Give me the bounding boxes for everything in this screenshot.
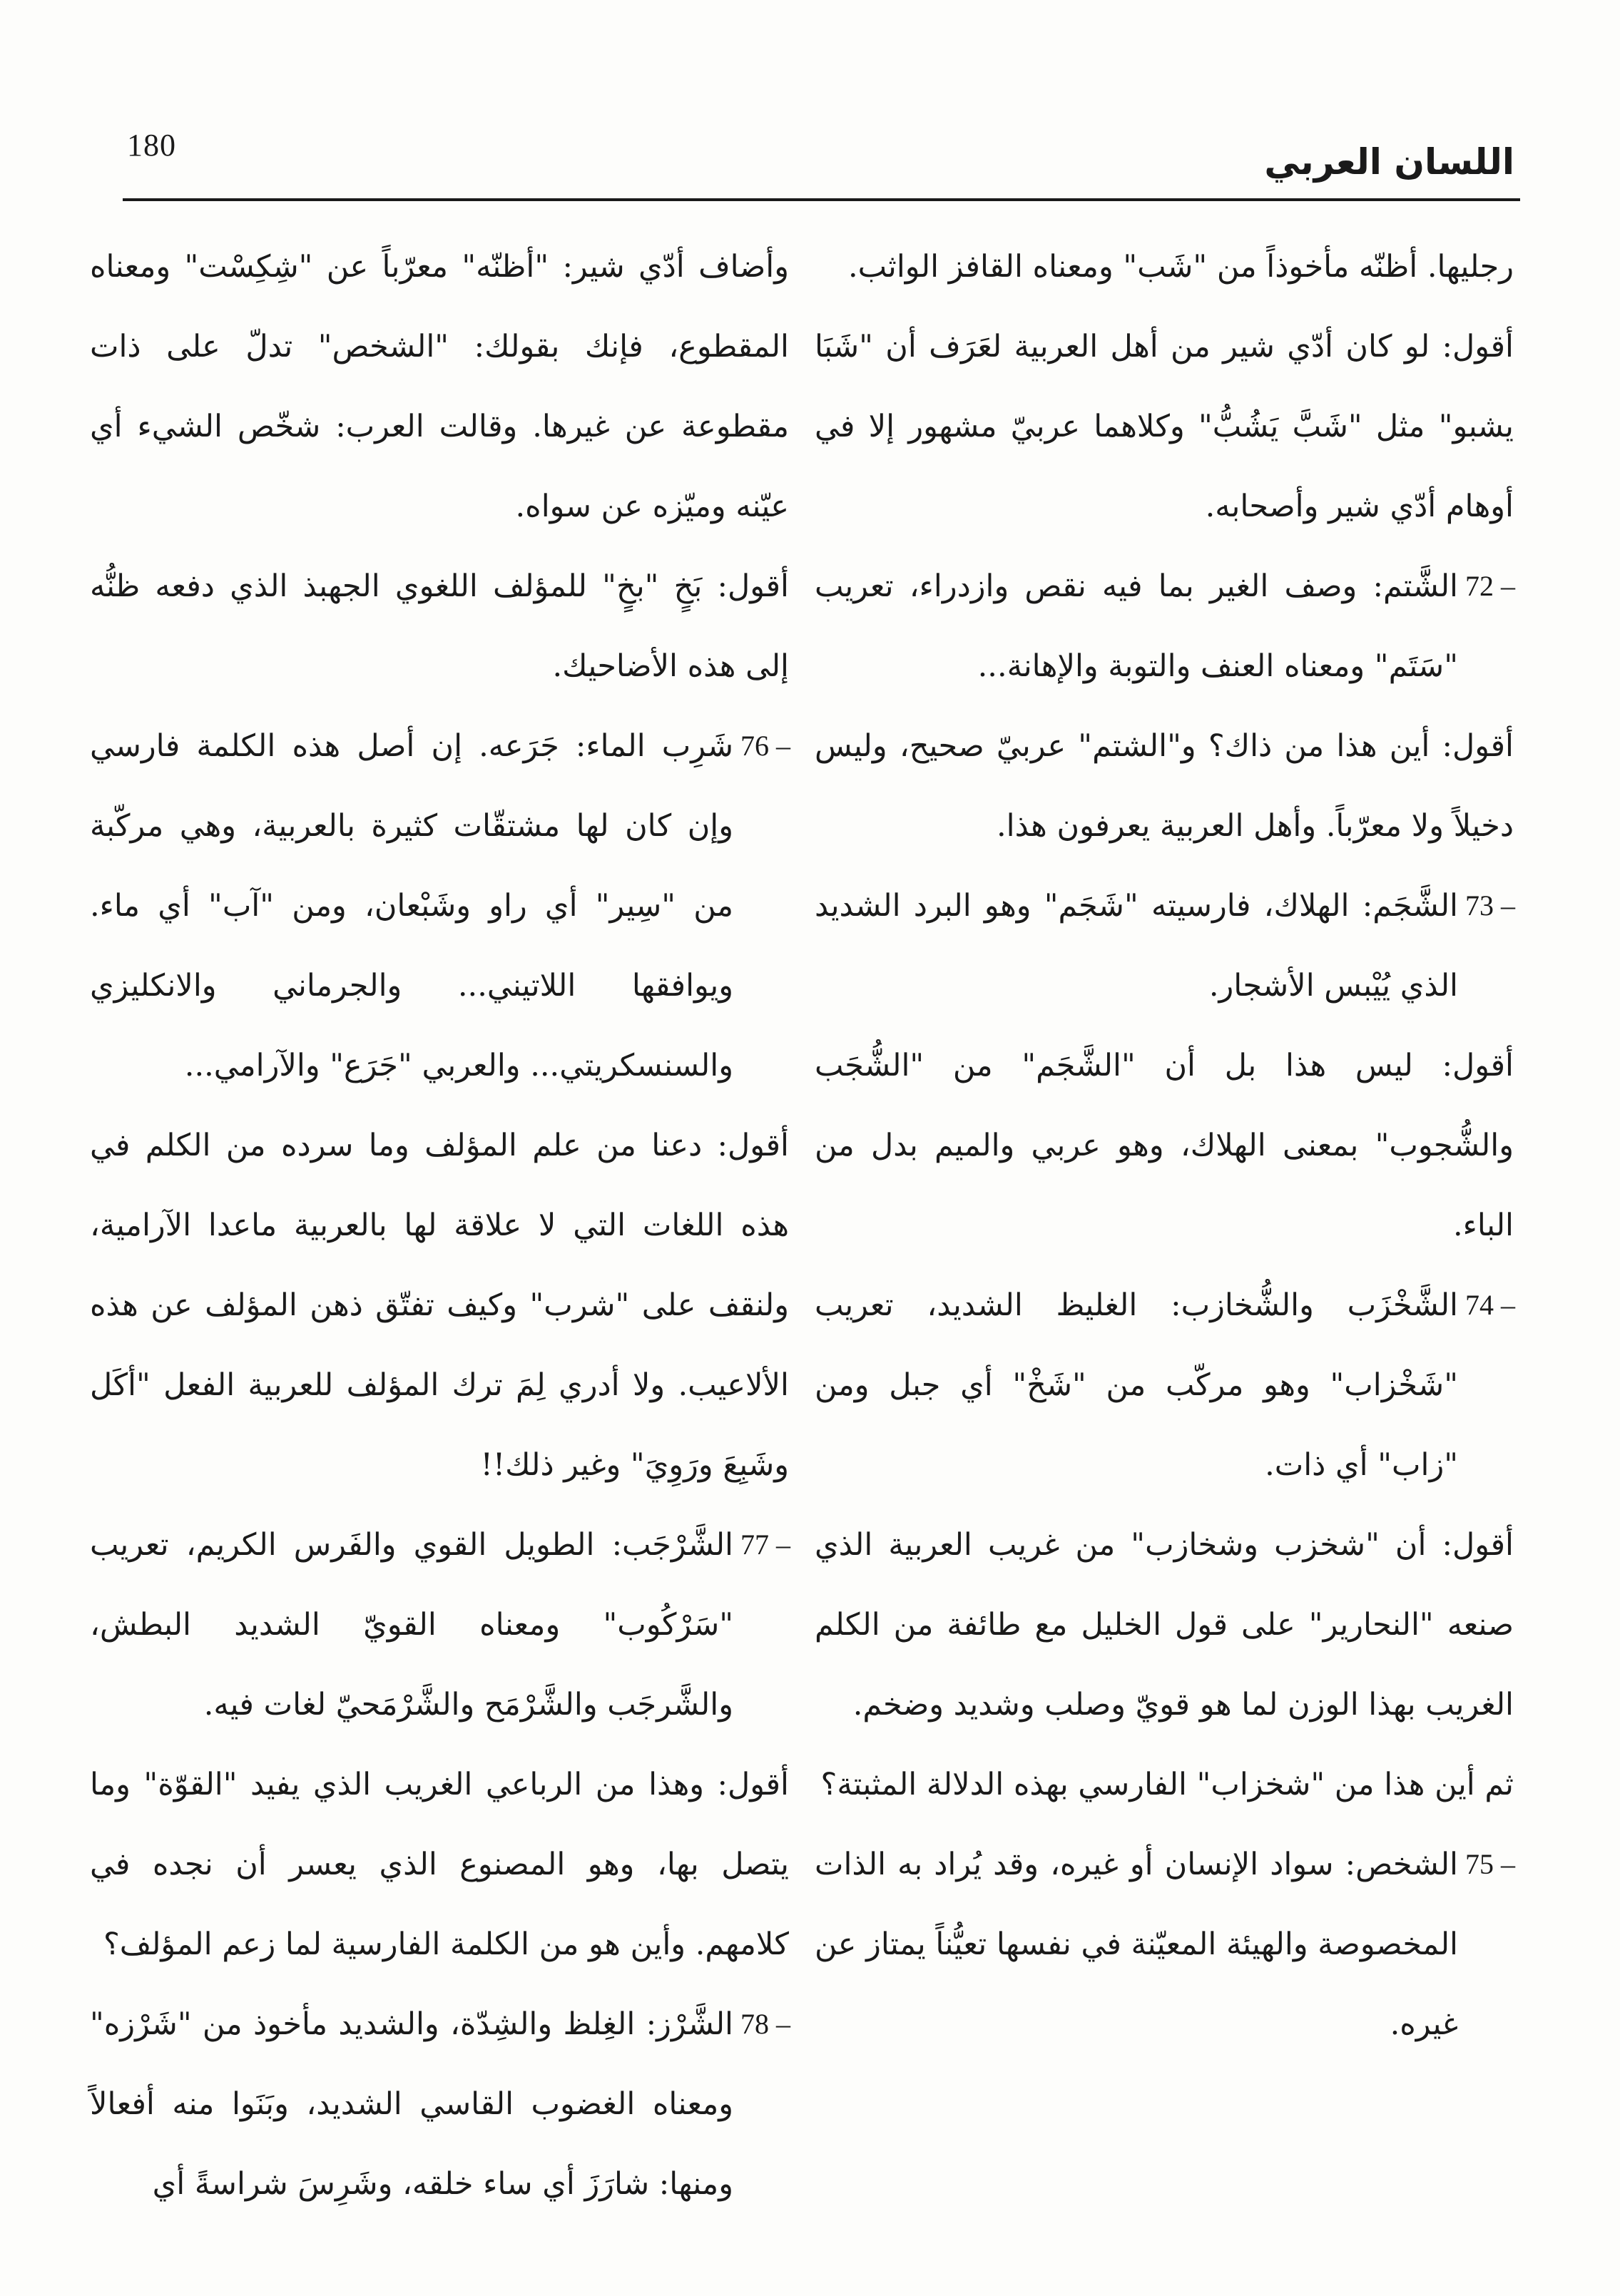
numbered-entry — [815, 866, 1514, 1026]
paragraph-text: أقول: دعنا من علم المؤلف وما سرده من الكلم في هذه اللغات التي لا علاقة لها بالعربية ماعدا الآرامية، ولنقف على "شرب" وكيف تفتّق ذهن المؤلف عن هذه الألاعيب. ولا أدري لِمَ ترك المؤلف للعربية الفعل "أكَل وشَبِعَ ورَوِيَ" وغير ذلك!! — [90, 1128, 789, 1483]
entry-number: 74 – — [1465, 1289, 1515, 1321]
paragraph — [90, 227, 789, 546]
paragraph-text: الشَّخْزَب والشُّخازب: الغليظ الشديد، تعريب "شَخْزاب" وهو مركّب من "شَخْ" أي جبل ومن "زاب" أي ذات. — [815, 1287, 1458, 1483]
entry-number: 75 – — [1465, 1848, 1515, 1880]
paragraph-text: الشَّرْجَب: الطويل القوي والفَرس الكريم، تعريب "سَرْكُوب" ومعناه القويّ الشديد البطش، والشَّرجَب والشَّرْمَح والشَّرْمَحيّ لغات فيه. — [90, 1527, 733, 1723]
paragraph-text: أقول: أن "شخزب وشخازب" من غريب العربية الذي صنعه "النحارير" على قول الخليل مع طائفة من الكلم الغريب بهذا الوزن لما هو قويّ وصلب وشديد وضخم. — [815, 1527, 1514, 1723]
entry-number: 77 – — [740, 1529, 790, 1561]
paragraph-text: رجليها. أظنّه مأخوذاً من "شَب" ومعناه القافز الواثب. — [847, 249, 1514, 285]
numbered-entry — [90, 1505, 789, 1745]
paragraph-text: أقول: وهذا من الرباعي الغريب الذي يفيد "القوّة" وما يتصل بها، وهو المصنوع الذي يعسر أن نجده في كلامهم. وأين هو من الكلمة الفارسية لما زعم المؤلف؟ — [90, 1767, 789, 1962]
left-text-column — [90, 227, 789, 2267]
paragraph-text: الشَّتم: وصف الغير بما فيه نقص وازدراء، تعريب "سَتَم" ومعناه العنف والتوبة والإهانة... — [815, 568, 1458, 684]
numbered-entry — [815, 1825, 1514, 2064]
entry-number: 78 – — [740, 2008, 790, 2040]
numbered-entry — [815, 1265, 1514, 1505]
paragraph-text: أقول: أين هذا من ذاك؟ و"الشتم" عربيّ صحيح، وليس دخيلاً ولا معرّباً. وأهل العربية يعرفون هذا. — [815, 728, 1514, 844]
paragraph-text: ثم أين هذا من "شخزاب" الفارسي بهذه الدلالة المثبتة؟ — [820, 1767, 1514, 1802]
paragraph-text: الشخص: سواد الإنسان أو غيره، وقد يُراد به الذات المخصوصة والهيئة المعيّنة في نفسها تعيُّناً يمتاز عن غيره. — [815, 1847, 1458, 2042]
right-text-column — [815, 227, 1514, 2267]
paragraph — [815, 307, 1514, 546]
paragraph — [90, 1106, 789, 1505]
paragraph — [815, 1505, 1514, 1745]
paragraph — [90, 546, 789, 706]
paragraph — [90, 1745, 789, 1984]
paragraph — [815, 1026, 1514, 1265]
paragraph — [815, 706, 1514, 866]
numbered-entry — [90, 706, 789, 1106]
paragraph-text: أقول: لو كان أدّي شير من أهل العربية لعَرَف أن "شَبَا يشبو" مثل "شَبَّ يَشُبُّ" وكلاهما عربيّ مشهور إلا في أوهام أدّي شير وأصحابه. — [815, 329, 1514, 524]
numbered-entry — [90, 1984, 789, 2224]
paragraph — [815, 1745, 1514, 1825]
entry-number: 72 – — [1465, 570, 1515, 602]
entry-number: 76 – — [740, 730, 790, 762]
paragraph-text: وأضاف أدّي شير: "أظنّه" معرّباً عن "شِكِسْت" ومعناه المقطوع، فإنك بقولك: "الشخص" تدلّ على ذات مقطوعة عن غيرها. وقالت العرب: شخّص الشيء أي عيّنه وميّزه عن سواه. — [90, 249, 789, 524]
numbered-entry — [815, 546, 1514, 706]
paragraph-text: أقول: ليس هذا بل أن "الشَّجَم" من "الشُّجَب والشُّجوب" بمعنى الهلاك، وهو عربي والميم بدل من الباء. — [815, 1048, 1514, 1243]
paragraph-text: شَرِب الماء: جَرَعه. إن أصل هذه الكلمة فارسي وإن كان لها مشتقّات كثيرة بالعربية، وهي مركّبة من "سِير" أي راو وشَبْعان، ومن "آب" أي ماء. ويوافقها اللاتيني... والجرماني والانكليزي والسنسكريتي... والعربي "جَرَع" والآرامي... — [90, 728, 733, 1083]
paragraph-text: أقول: بَخٍ "بخٍ" للمؤلف اللغوي الجهبذ الذي دفعه ظنُّه إلى هذه الأضاحيك. — [90, 568, 789, 684]
paragraph — [815, 227, 1514, 307]
page-number: 180 — [127, 128, 176, 163]
paragraph-text: الشَّجَم: الهلاك، فارسيته "شَجَم" وهو البرد الشديد الذي يُيْبس الأشجار. — [815, 888, 1458, 1004]
journal-logo: اللسان العربي — [1264, 141, 1514, 183]
entry-number: 73 – — [1465, 889, 1515, 922]
paragraph-text: الشَّرْز: الغِلظ والشِدّة، والشديد مأخوذ من "شَرْزه" ومعناه الغضوب القاسي الشديد، وبَنَوا منه أفعالاً ومنها: شارَزَ أي ساء خلقه، وشَرِسَ شراسةً أي — [90, 2006, 733, 2202]
header-divider — [123, 198, 1520, 201]
